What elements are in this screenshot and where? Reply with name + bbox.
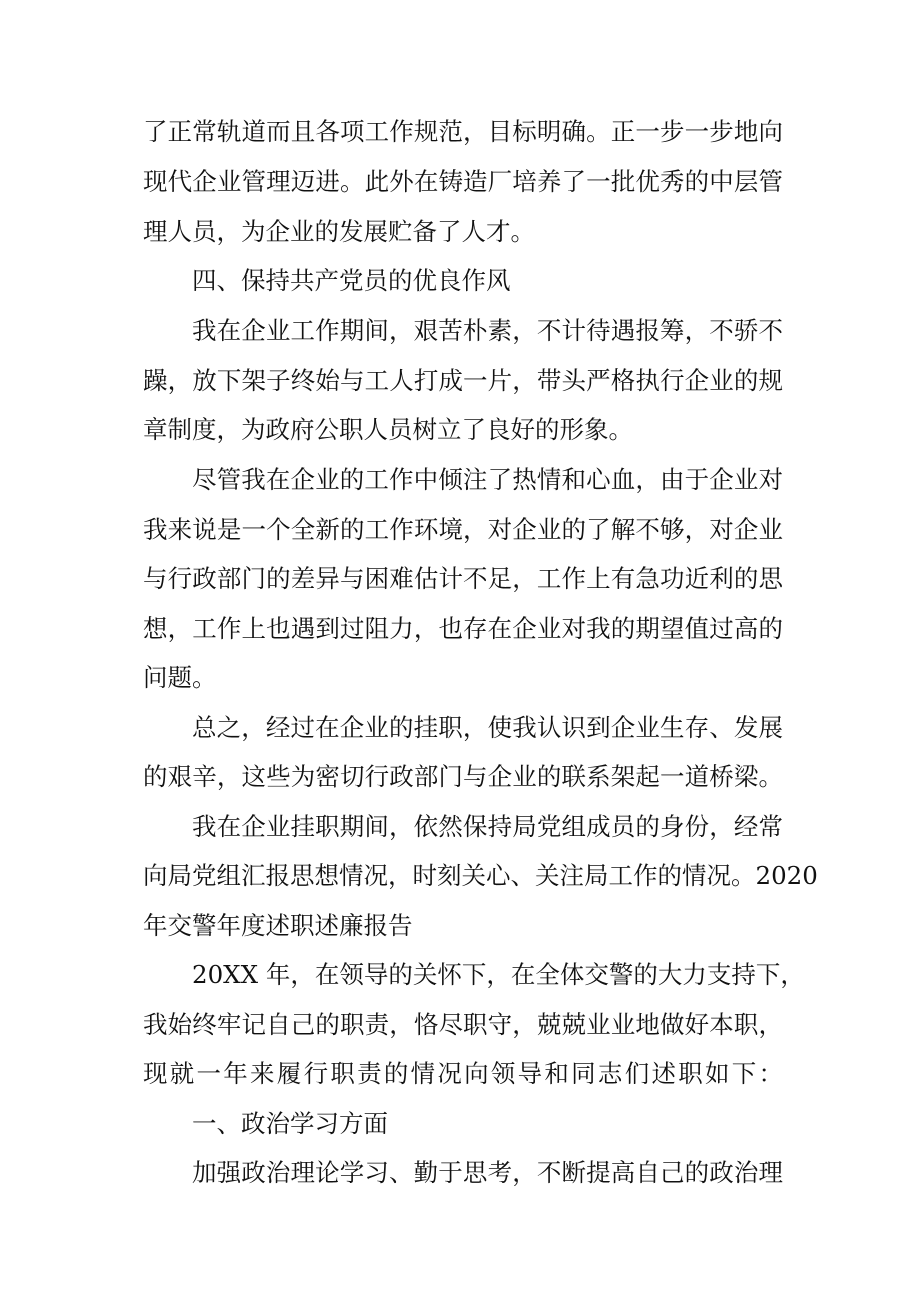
text-line: 理人员，为企业的发展贮备了人才。 <box>143 217 535 246</box>
text-line: 的艰辛，这些为密切行政部门与企业的联系架起一道桥梁。 <box>143 762 783 791</box>
section-heading: 四、保持共产党员的优良作风 <box>192 266 511 295</box>
text-line: 20XX 年，在领导的关怀下，在全体交警的大力支持下， <box>192 960 805 989</box>
text-line: 总之，经过在企业的挂职，使我认识到企业生存、发展 <box>192 713 783 742</box>
text-line: 我在企业工作期间，艰苦朴素，不计待遇报筹，不骄不 <box>192 316 783 345</box>
text-line: 与行政部门的差异与困难估计不足，工作上有急功近利的思 <box>143 564 783 593</box>
text-line: 躁，放下架子终始与工人打成一片，带头严格执行企业的规 <box>143 366 783 395</box>
text-line: 向局党组汇报思想情况，时刻关心、关注局工作的情况。2020 <box>143 861 818 890</box>
text-line: 现代企业管理迈进。此外在铸造厂培养了一批优秀的中层管 <box>143 167 783 196</box>
section-heading: 一、政治学习方面 <box>192 1109 388 1138</box>
text-line: 问题。 <box>143 663 217 692</box>
text-line: 现就一年来履行职责的情况向领导和同志们述职如下： <box>143 1059 783 1088</box>
text-line: 了正常轨道而且各项工作规范，目标明确。正一步一步地向 <box>143 117 783 146</box>
text-line: 我始终牢记自己的职责，恪尽职守，兢兢业业地做好本职， <box>143 1010 783 1039</box>
text-line: 年交警年度述职述廉报告 <box>143 911 413 940</box>
text-line: 我来说是一个全新的工作环境，对企业的了解不够，对企业 <box>143 515 783 544</box>
text-line: 章制度，为政府公职人员树立了良好的形象。 <box>143 415 633 444</box>
text-line: 加强政治理论学习、勤于思考，不断提高自己的政治理 <box>192 1158 783 1187</box>
text-line: 想，工作上也遇到过阻力，也存在企业对我的期望值过高的 <box>143 614 783 643</box>
text-line: 尽管我在企业的工作中倾注了热情和心血，由于企业对 <box>192 465 783 494</box>
text-line: 我在企业挂职期间，依然保持局党组成员的身份，经常 <box>192 812 783 841</box>
